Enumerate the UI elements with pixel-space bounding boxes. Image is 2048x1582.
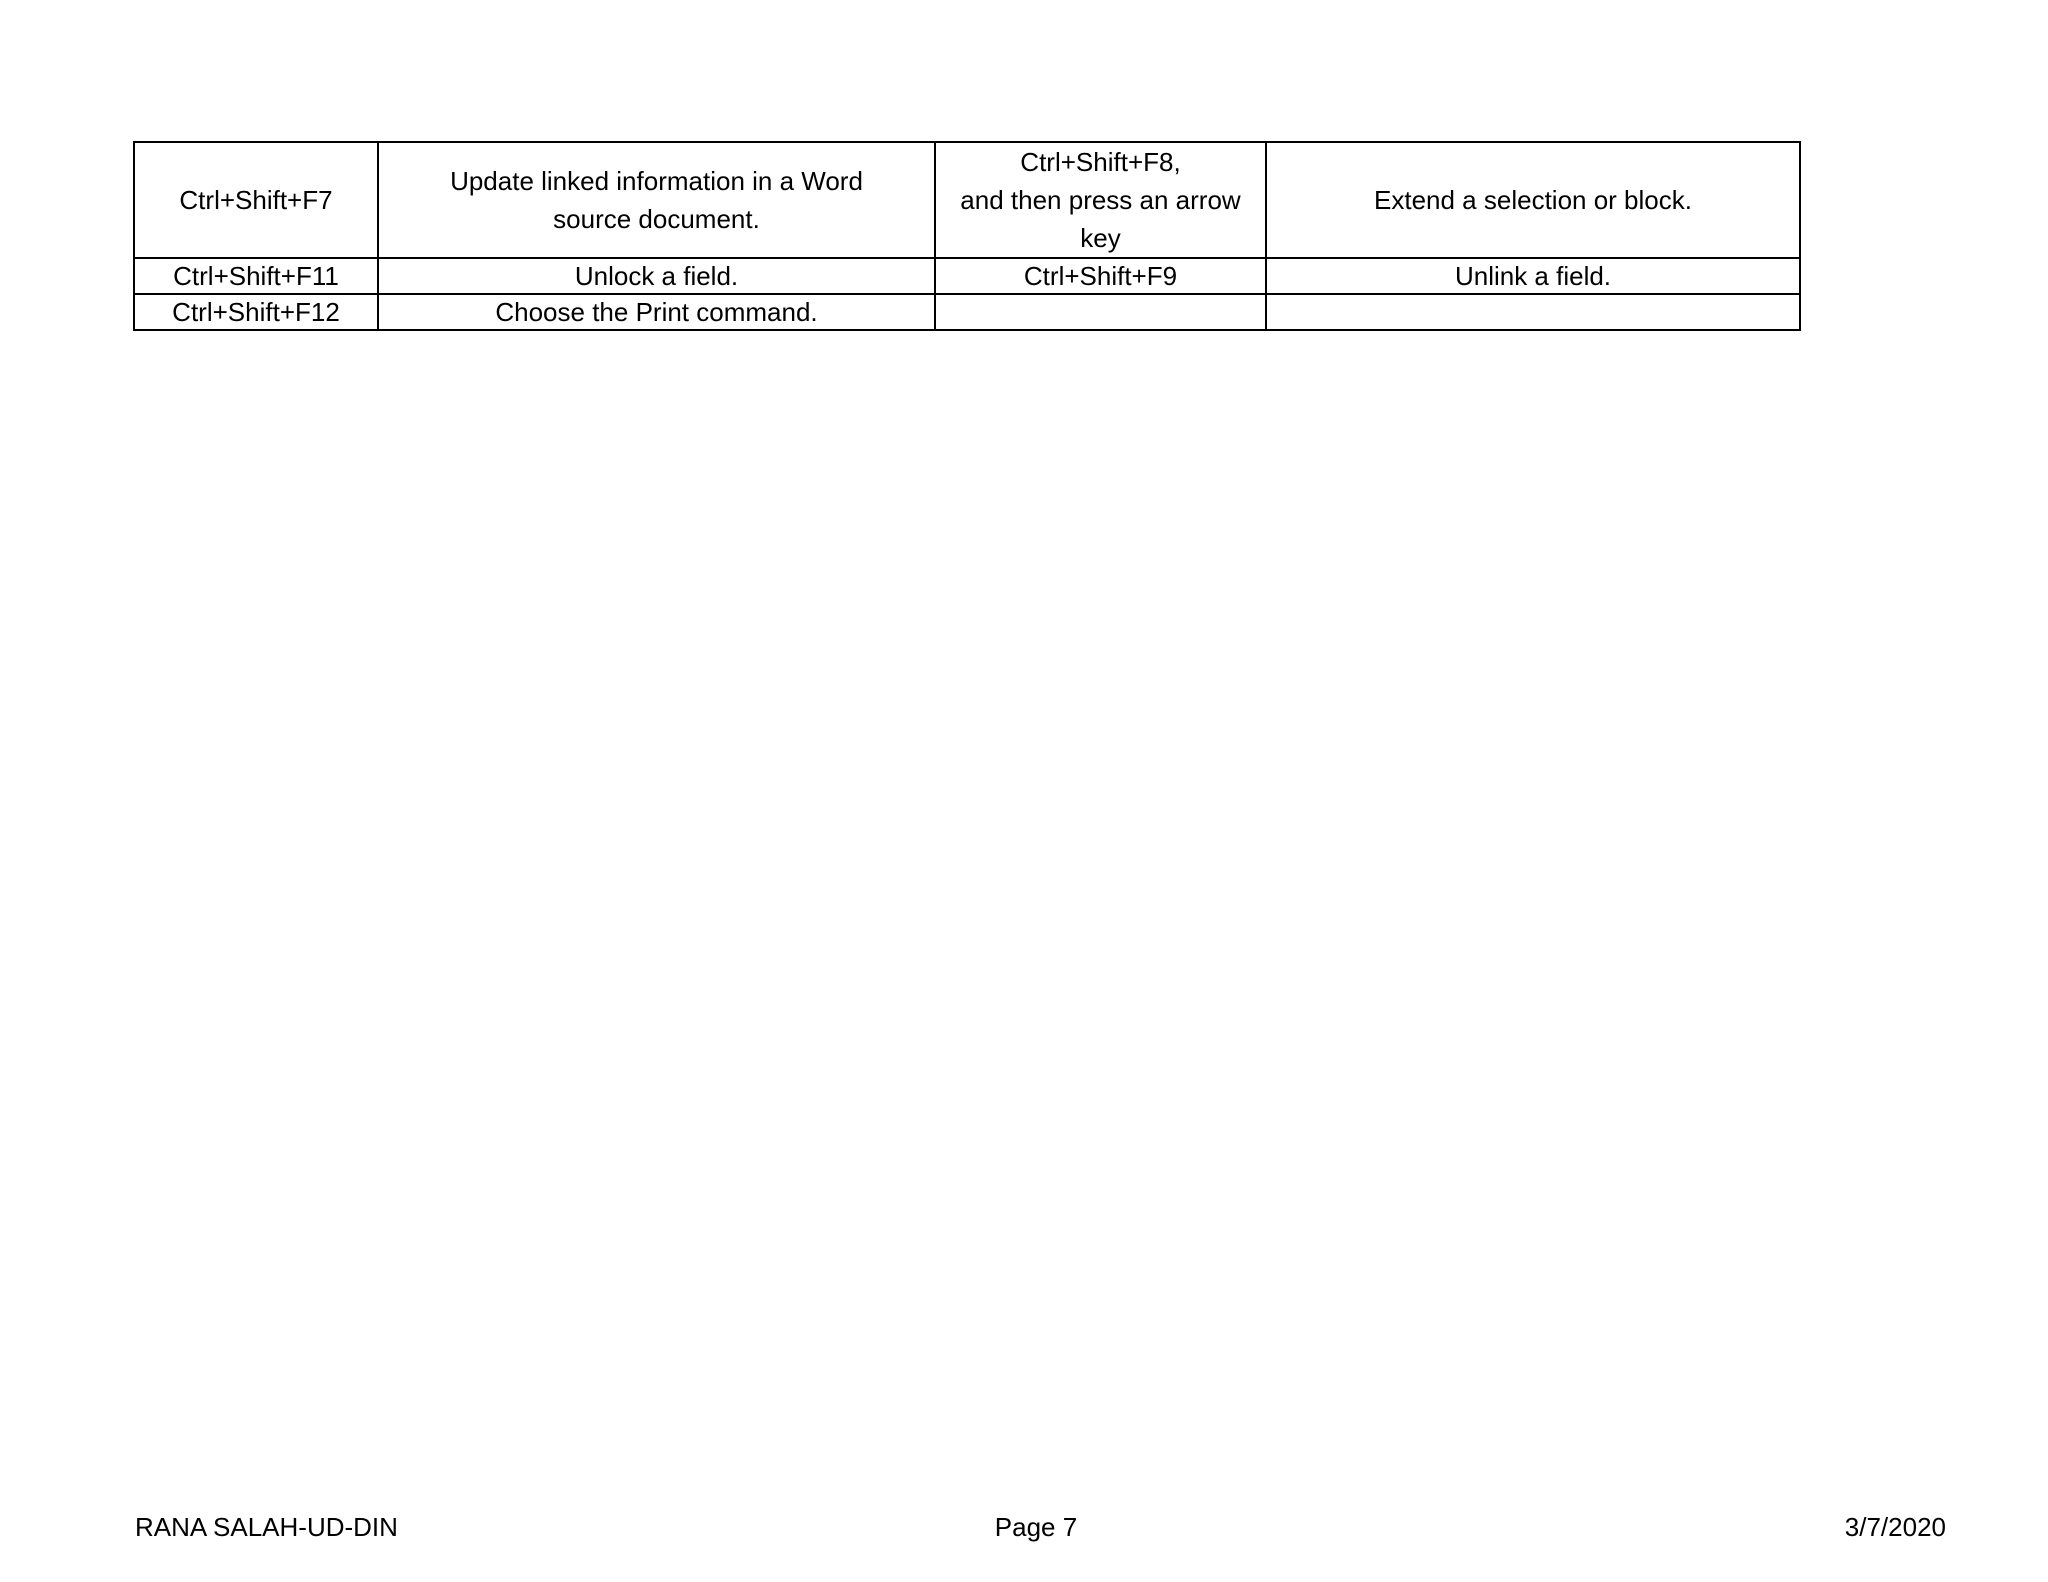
shortcut-key-cell: Ctrl+Shift+F12	[134, 294, 378, 330]
shortcut-description-cell: Unlock a field.	[378, 258, 935, 294]
shortcut-key-cell: Ctrl+Shift+F11	[134, 258, 378, 294]
footer-author: RANA SALAH-UD-DIN	[135, 1512, 398, 1542]
table-row	[134, 294, 1800, 330]
table-row	[134, 142, 1800, 258]
shortcut-table	[133, 141, 1801, 331]
shortcut-key-cell	[935, 294, 1266, 330]
shortcut-key-cell: Ctrl+Shift+F8, and then press an arrow key	[935, 142, 1266, 258]
shortcut-description-cell: Update linked information in a Word source document.	[378, 142, 935, 258]
table-row	[134, 258, 1800, 294]
shortcut-key-cell: Ctrl+Shift+F7	[134, 142, 378, 258]
footer-date: 3/7/2020	[1844, 1512, 1946, 1542]
shortcut-description-cell: Extend a selection or block.	[1266, 142, 1800, 258]
footer-page-number: Page 7	[994, 1512, 1078, 1542]
shortcut-description-cell: Unlink a field.	[1266, 258, 1800, 294]
shortcut-description-cell	[1266, 294, 1800, 330]
shortcut-key-cell: Ctrl+Shift+F9	[935, 258, 1266, 294]
shortcut-description-cell: Choose the Print command.	[378, 294, 935, 330]
